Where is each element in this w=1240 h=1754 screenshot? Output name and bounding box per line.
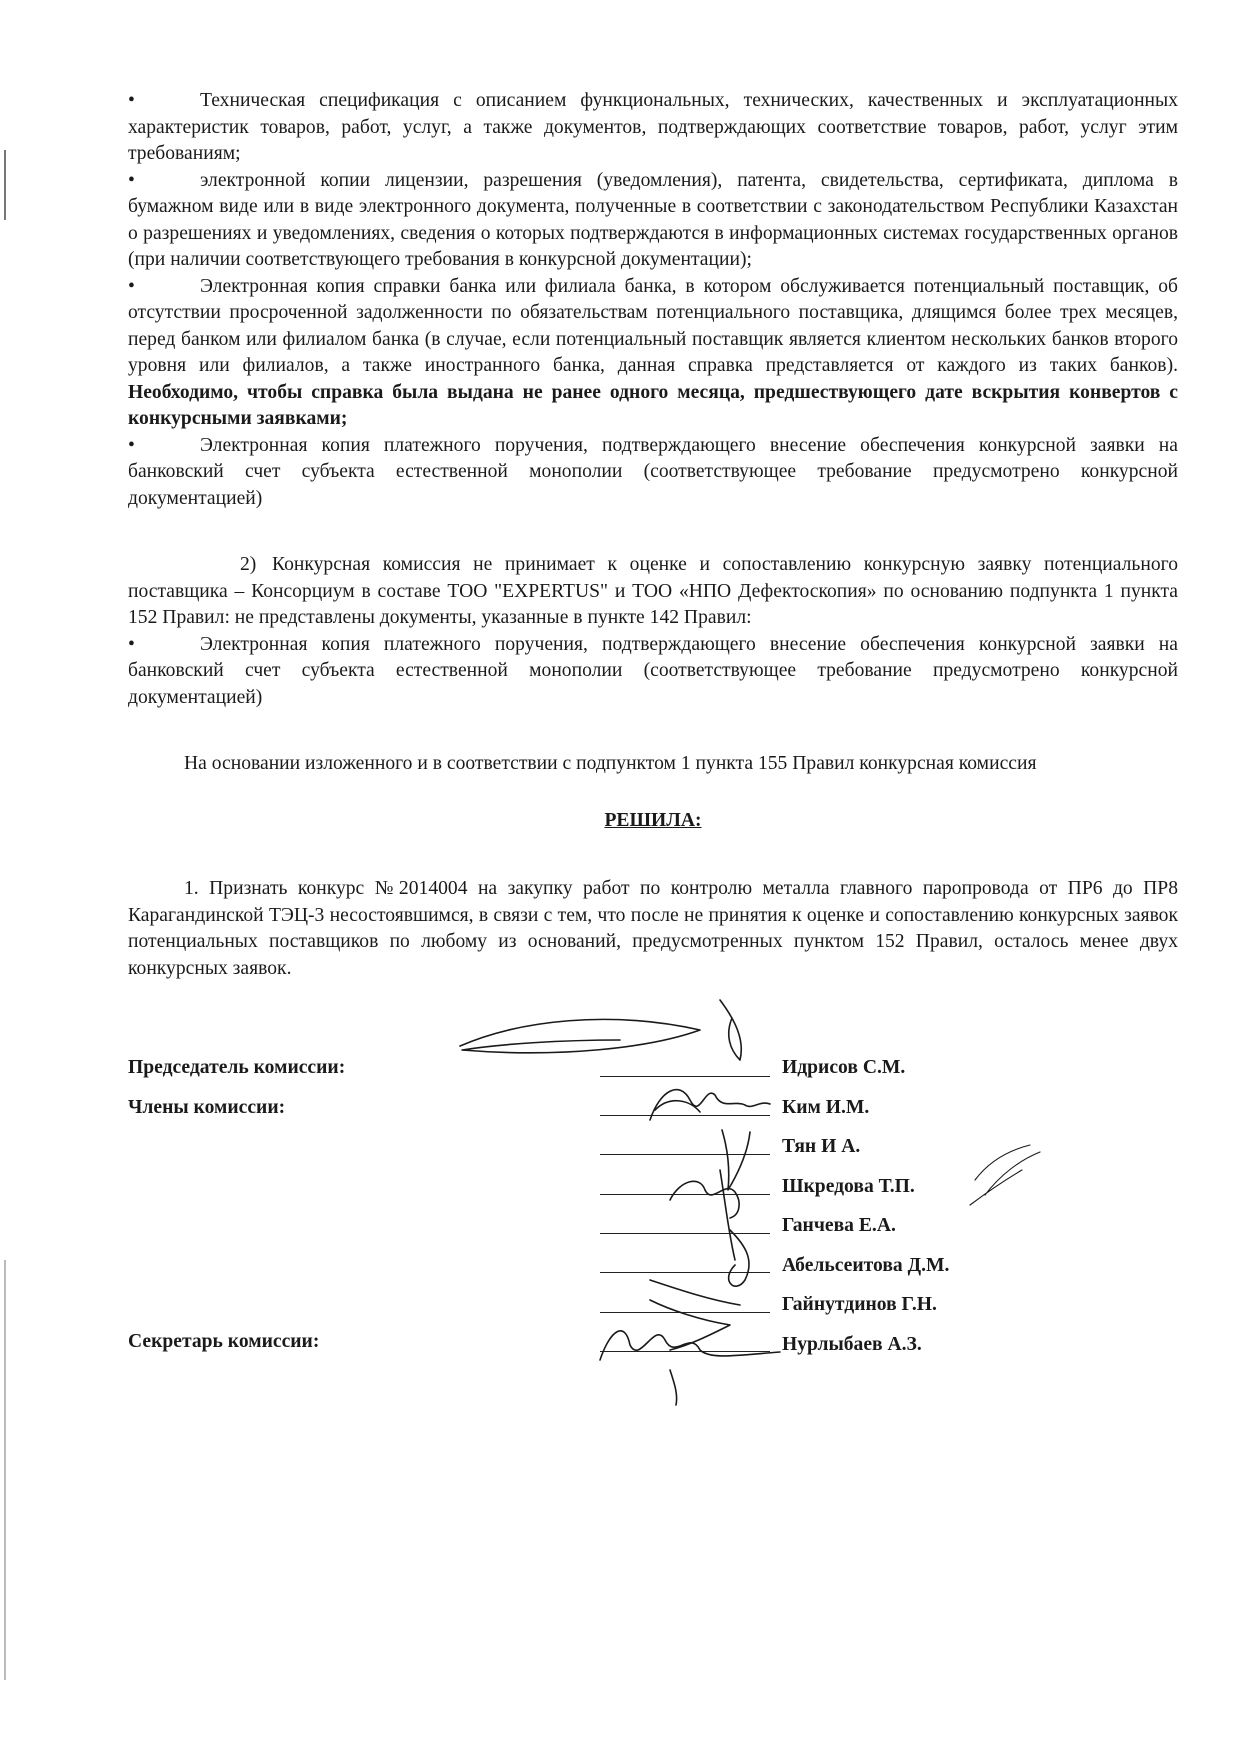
bank-requirement-bold: Необходимо, чтобы справка была выдана не ранее одного месяца, предшествующего дате вскрытия конвертов с конкурсными заявками; <box>128 381 1178 429</box>
signature-stroke <box>460 1019 700 1052</box>
section-2: 2) Конкурсная комиссия не принимает к оценке и сопоставлению конкурсную заявку потенциального поставщика – Консорциум в составе ТОО "EXPERTUS" и ТОО «НПО Дефектоскопия» по основанию подпункта 1 пункта 152 Правил: не представлены документы, указанные в пункте 142 Правил: <box>128 554 1178 628</box>
decision-item-1: 1. Признать конкурс №2014004 на закупку работ по контролю металла главного паропровода от ПР6 до ПР8 Карагандинской ТЭЦ-3 несостоявшимся, в связи с тем, что после не принятия к оценке и сопоставлению конкурсных заявок потенциальных поставщиков по любому из оснований, предусмотренных пунктом 152 Правил, осталось менее двух конкурсных заявок. <box>128 878 1178 979</box>
signature-stroke <box>722 1130 750 1190</box>
signature-stroke <box>720 1170 735 1260</box>
secretary-label: Секретарь комиссии: <box>128 1331 320 1352</box>
signatory-name: Ким И.М. <box>782 1097 870 1118</box>
signature-stroke <box>650 1090 770 1120</box>
signature-stroke <box>729 1230 749 1286</box>
bullet-glyph: • <box>128 633 135 655</box>
basis-paragraph: На основании изложенного и в соответствии с подпунктом 1 пункта 155 Правил конкурсная комиссия <box>184 753 1037 774</box>
signature-stroke <box>650 1280 740 1305</box>
bullet-section2-payment: • Электронная копия платежного поручения, подтверждающего внесение обеспечения конкурсной заявки на банковский счет субъекта естественной монополии (соответствующее требование предусмотрено конкурсной документацией) <box>128 633 1178 708</box>
signatory-name: Шкредова Т.П. <box>782 1176 915 1197</box>
bullet-tech-spec: • Техническая спецификация с описанием функциональных, технических, качественных и эксплуатационных характеристик товаров, работ, услуг, а также документов, подтверждающих соответствие товаров, работ, услуг этим требованиям; <box>128 90 1178 164</box>
signatory-name: Тян И А. <box>782 1136 861 1157</box>
section-2-number: 2) <box>240 554 257 575</box>
bullet-license: • электронной копии лицензии, разрешения (уведомления), патента, свидетельства, сертификата, диплома в бумажном виде или в виде электронного документа, полученные в соответствии с законодательством Республики Казахстан о разрешениях и уведомлениях, сведения о которых подтверждаются в информационных системах государственных органов (при наличии соответствующего требования в конкурсной документации); <box>128 169 1178 270</box>
bullet-glyph: • <box>128 90 135 111</box>
bullet-bank-certificate: • Электронная копия справки банка или филиала банка, в котором обслуживается потенциальный поставщик, об отсутствии просроченной задолженности по обязательствам потенциального поставщика, длящимся более трех месяцев, перед банком или филиалом банка (в случае, если потенциальный поставщик является клиентом нескольких банков второго уровня или филиалов, а также иностранного банка, данная справка представляется от каждого из таких банков). Необходимо, чтобы справка была выдана не ранее одного месяца, предшествующего дате вскрытия конвертов с конкурсными заявками; <box>128 275 1178 429</box>
bullet-glyph: • <box>128 434 135 456</box>
signatory-name: Идрисов С.М. <box>782 1057 906 1078</box>
decided-heading: РЕШИЛА: <box>604 809 702 831</box>
signatory-name: Гайнутдинов Г.Н. <box>782 1294 937 1315</box>
members-label: Члены комиссии: <box>128 1097 286 1118</box>
bullet-payment-order: • Электронная копия платежного поручения, подтверждающего внесение обеспечения конкурсной заявки на банковский счет субъекта естественной монополии (соответствующее требование предусмотрено конкурсной документацией) <box>128 434 1178 509</box>
signature-stroke <box>970 1145 1040 1205</box>
signature-stroke <box>670 1370 677 1405</box>
signatory-name: Нурлыбаев А.З. <box>782 1334 922 1355</box>
bullet-glyph: • <box>128 169 135 191</box>
signature-stroke <box>720 1000 741 1060</box>
signature-stroke <box>600 1331 780 1360</box>
signature-stroke <box>655 1101 700 1112</box>
chairman-label: Председатель комиссии: <box>128 1057 346 1078</box>
signatory-name: Абельсеитова Д.М. <box>782 1255 950 1276</box>
signatory-name: Ганчева Е.А. <box>782 1215 896 1236</box>
bullet-glyph: • <box>128 275 135 297</box>
